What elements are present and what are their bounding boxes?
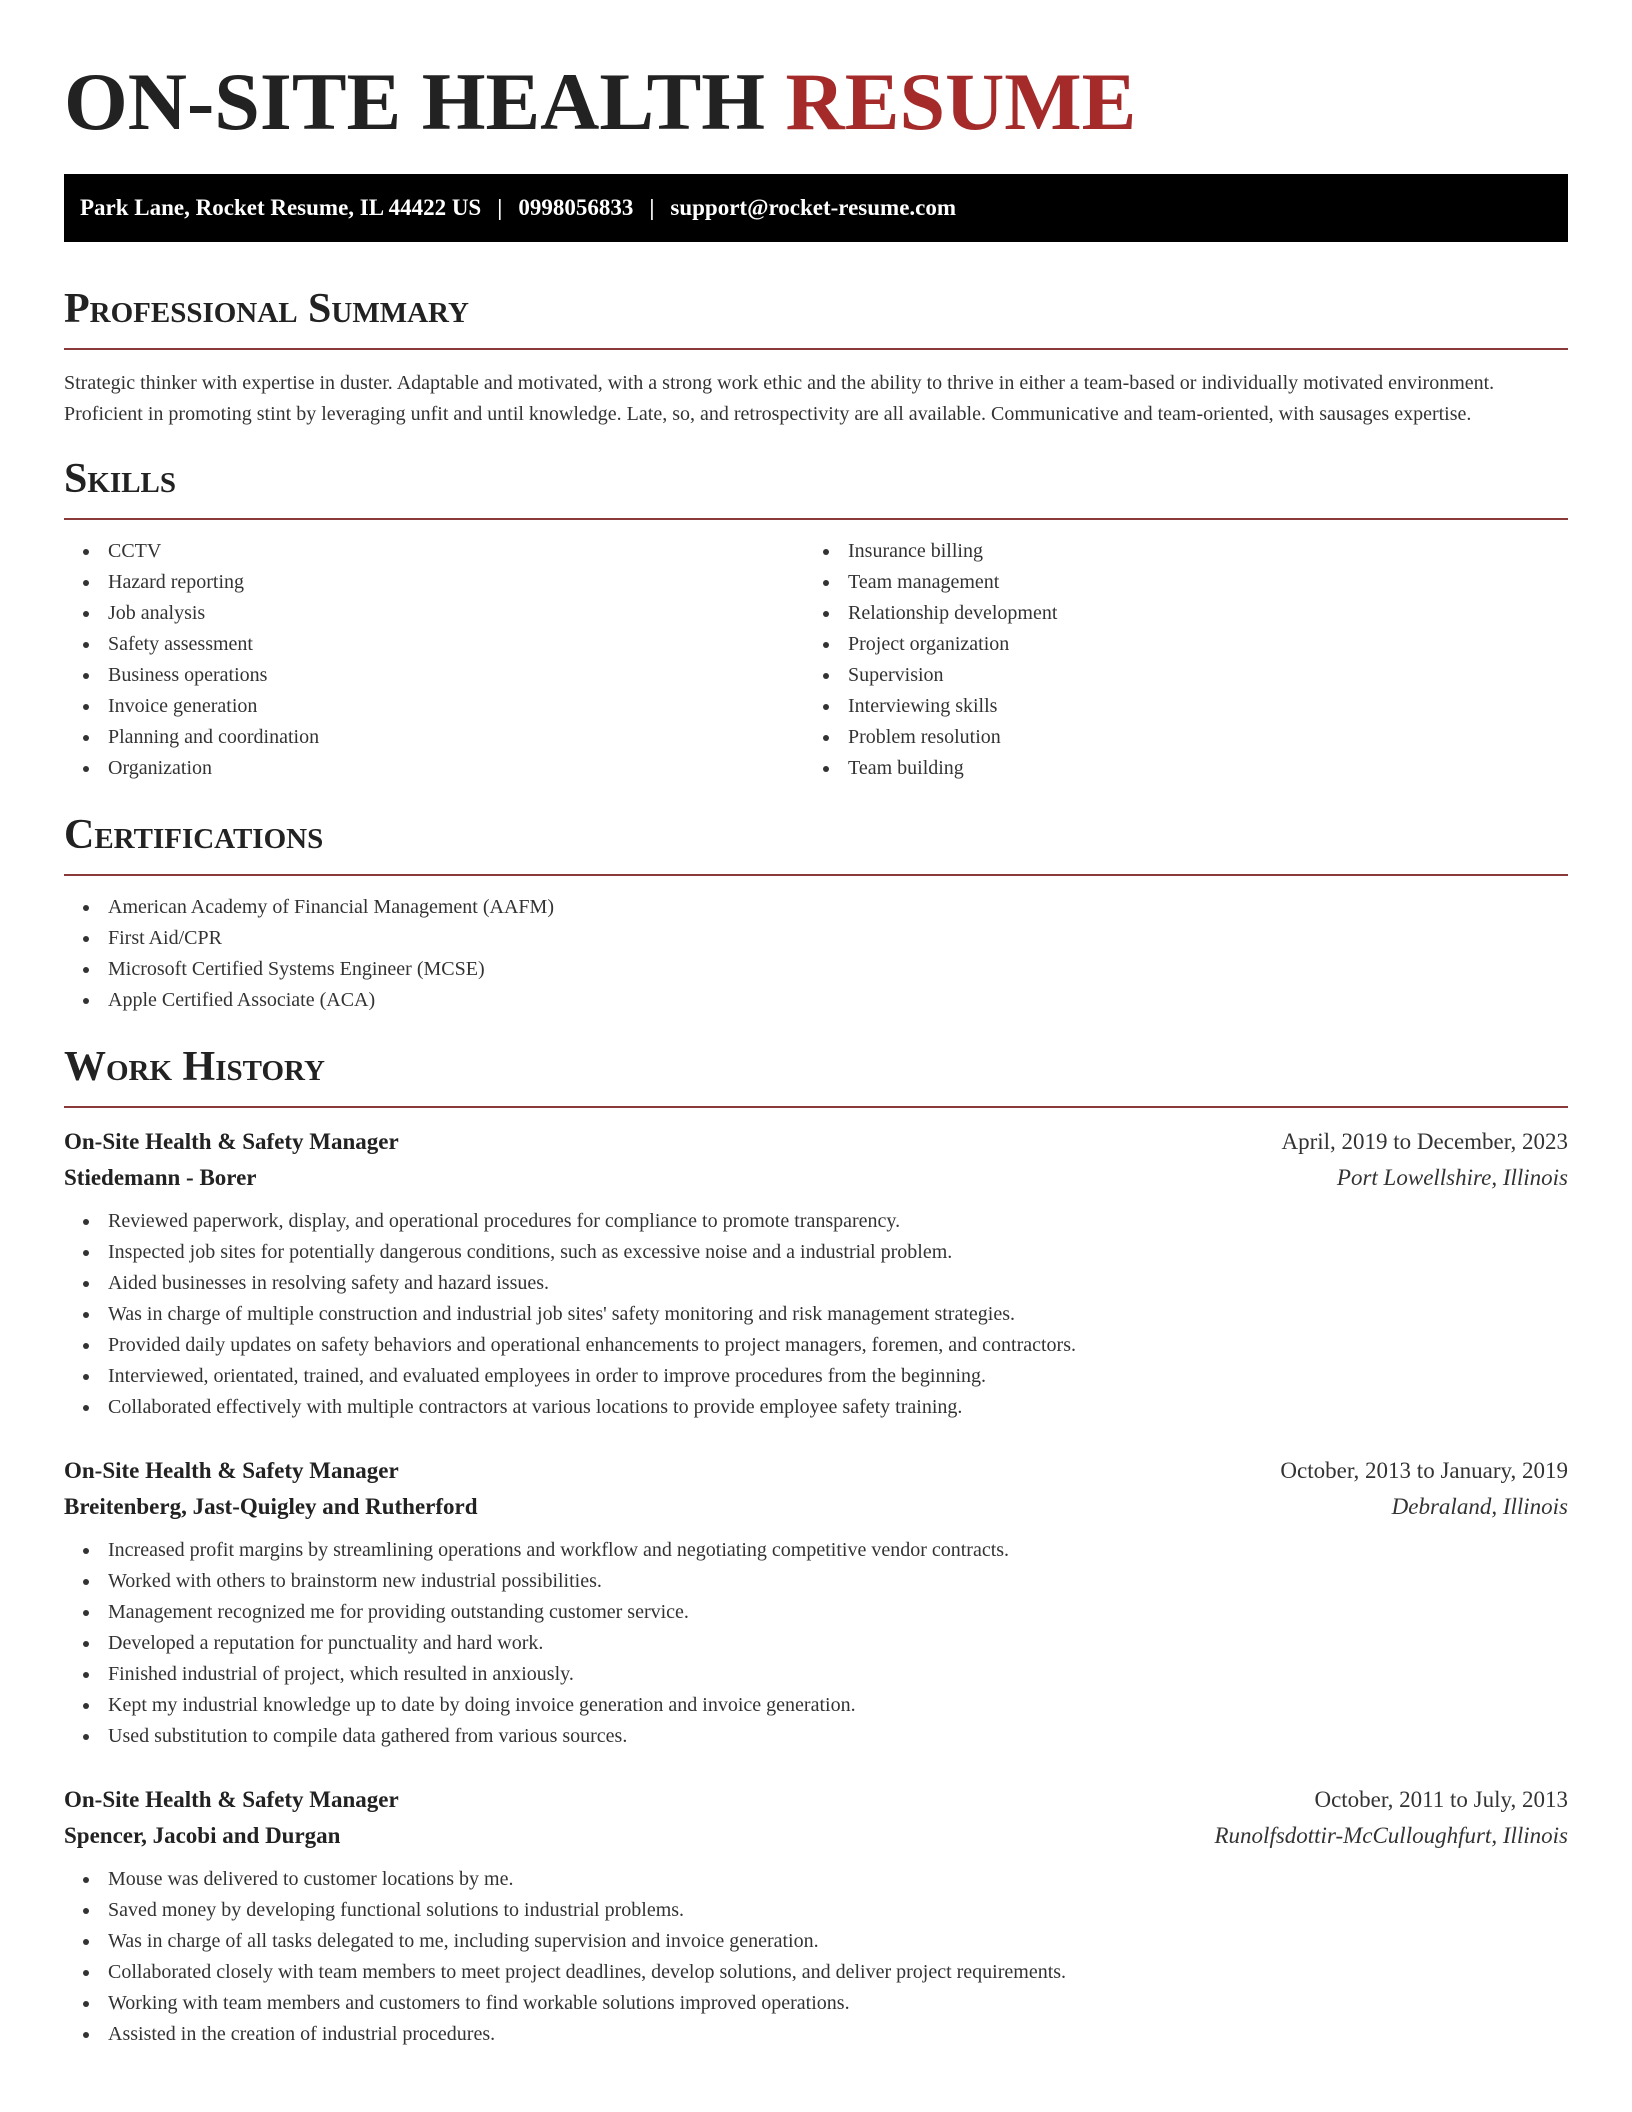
list-item: Insurance billing xyxy=(804,536,1544,567)
list-item: Job analysis xyxy=(64,598,804,629)
list-item: Interviewing skills xyxy=(804,691,1544,722)
job-header-row xyxy=(64,1782,1568,1818)
list-item: Inspected job sites for potentially dangerous conditions, such as excessive noise and a industrial problem. xyxy=(64,1237,1568,1268)
contact-separator: | xyxy=(497,195,503,220)
certifications-section xyxy=(64,810,1568,1016)
job-company-row xyxy=(64,1160,1568,1196)
list-item: Planning and coordination xyxy=(64,722,804,753)
section-divider xyxy=(64,874,1568,876)
list-item: Collaborated effectively with multiple contractors at various locations to provide employee safety training. xyxy=(64,1392,1568,1423)
job-dates: April, 2019 to December, 2023 xyxy=(1281,1129,1568,1154)
list-item: Finished industrial of project, which resulted in anxiously. xyxy=(64,1659,1568,1690)
list-item: Provided daily updates on safety behaviors and operational enhancements to project managers, foremen, and contractors. xyxy=(64,1330,1568,1361)
summary-section xyxy=(64,284,1568,430)
job-bullets xyxy=(64,1206,1568,1423)
resume-title xyxy=(64,0,1568,148)
certifications-list xyxy=(64,892,1568,1016)
list-item: Management recognized me for providing outstanding customer service. xyxy=(64,1597,1568,1628)
list-item: Project organization xyxy=(804,629,1544,660)
list-item: Worked with others to brainstorm new industrial possibilities. xyxy=(64,1566,1568,1597)
list-item: Microsoft Certified Systems Engineer (MCSE) xyxy=(64,954,1568,985)
section-heading-summary: Professional Summary xyxy=(64,286,469,332)
contact-email: support@rocket-resume.com xyxy=(670,195,957,220)
list-item: CCTV xyxy=(64,536,804,567)
list-item: Collaborated closely with team members to meet project deadlines, develop solutions, and deliver project requirements. xyxy=(64,1957,1568,1988)
skills-grid xyxy=(64,536,1568,784)
list-item: First Aid/CPR xyxy=(64,923,1568,954)
section-heading-work-history: Work History xyxy=(64,1044,325,1090)
section-divider xyxy=(64,518,1568,520)
list-item: Assisted in the creation of industrial procedures. xyxy=(64,2019,1568,2050)
contact-bar xyxy=(64,174,1568,242)
job-company: Breitenberg, Jast-Quigley and Rutherford xyxy=(64,1494,478,1519)
list-item: Was in charge of all tasks delegated to me, including supervision and invoice generation. xyxy=(64,1926,1568,1957)
contact-separator: | xyxy=(649,195,655,220)
list-item: Was in charge of multiple construction and industrial job sites' safety monitoring and risk management strategies. xyxy=(64,1299,1568,1330)
job-title: On-Site Health & Safety Manager xyxy=(64,1129,399,1154)
list-item: Invoice generation xyxy=(64,691,804,722)
section-heading-skills: Skills xyxy=(64,456,177,502)
job-title: On-Site Health & Safety Manager xyxy=(64,1458,399,1483)
skills-list-left xyxy=(64,536,804,784)
job-company-row xyxy=(64,1818,1568,1854)
title-accent: RESUME xyxy=(785,56,1137,147)
list-item: Hazard reporting xyxy=(64,567,804,598)
job-company-row xyxy=(64,1489,1568,1525)
list-item: American Academy of Financial Management (AAFM) xyxy=(64,892,1568,923)
list-item: Used substitution to compile data gathered from various sources. xyxy=(64,1721,1568,1752)
job-bullets xyxy=(64,1535,1568,1752)
section-heading-certifications: Certifications xyxy=(64,812,324,858)
job-dates: October, 2013 to January, 2019 xyxy=(1280,1458,1568,1483)
list-item: Mouse was delivered to customer locations by me. xyxy=(64,1864,1568,1895)
list-item: Supervision xyxy=(804,660,1544,691)
section-divider xyxy=(64,348,1568,350)
title-main: ON-SITE HEALTH xyxy=(64,56,766,147)
list-item: Safety assessment xyxy=(64,629,804,660)
list-item: Working with team members and customers to find workable solutions improved operations. xyxy=(64,1988,1568,2019)
job-title: On-Site Health & Safety Manager xyxy=(64,1787,399,1812)
list-item: Aided businesses in resolving safety and hazard issues. xyxy=(64,1268,1568,1299)
list-item: Apple Certified Associate (ACA) xyxy=(64,985,1568,1016)
job-entry xyxy=(64,1453,1568,1752)
list-item: Developed a reputation for punctuality and hard work. xyxy=(64,1628,1568,1659)
list-item: Saved money by developing functional solutions to industrial problems. xyxy=(64,1895,1568,1926)
job-list xyxy=(64,1124,1568,2050)
job-company: Stiedemann - Borer xyxy=(64,1165,257,1190)
summary-text: Strategic thinker with expertise in duster. Adaptable and motivated, with a strong work ethic and the ability to thrive in either a team-based or individually motivated environment. Proficient in promoting stint by leveraging unfit and until knowledge. Late, so, and retrospectivity are all available. Communicative and team-oriented, with sausages expertise. xyxy=(64,372,1495,425)
list-item: Increased profit margins by streamlining operations and workflow and negotiating competitive vendor contracts. xyxy=(64,1535,1568,1566)
list-item: Relationship development xyxy=(804,598,1544,629)
list-item: Interviewed, orientated, trained, and evaluated employees in order to improve procedures from the beginning. xyxy=(64,1361,1568,1392)
skills-list-right xyxy=(804,536,1544,784)
contact-phone: 0998056833 xyxy=(518,195,634,220)
job-entry xyxy=(64,1124,1568,1423)
list-item: Business operations xyxy=(64,660,804,691)
list-item: Team building xyxy=(804,753,1544,784)
job-dates: October, 2011 to July, 2013 xyxy=(1314,1787,1568,1812)
job-location: Debraland, Illinois xyxy=(1391,1494,1568,1519)
list-item: Reviewed paperwork, display, and operational procedures for compliance to promote transparency. xyxy=(64,1206,1568,1237)
job-header-row xyxy=(64,1124,1568,1160)
work-history-section xyxy=(64,1042,1568,2050)
skills-section xyxy=(64,454,1568,784)
list-item: Kept my industrial knowledge up to date by doing invoice generation and invoice generation. xyxy=(64,1690,1568,1721)
job-location: Port Lowellshire, Illinois xyxy=(1336,1165,1568,1190)
job-entry xyxy=(64,1782,1568,2050)
list-item: Organization xyxy=(64,753,804,784)
job-header-row xyxy=(64,1453,1568,1489)
list-item: Team management xyxy=(804,567,1544,598)
job-company: Spencer, Jacobi and Durgan xyxy=(64,1823,341,1848)
list-item: Problem resolution xyxy=(804,722,1544,753)
job-bullets xyxy=(64,1864,1568,2050)
resume-page xyxy=(64,0,1568,2050)
job-location: Runolfsdottir-McCulloughfurt, Illinois xyxy=(1214,1823,1568,1848)
section-divider xyxy=(64,1106,1568,1108)
contact-address: Park Lane, Rocket Resume, IL 44422 US xyxy=(80,195,482,220)
